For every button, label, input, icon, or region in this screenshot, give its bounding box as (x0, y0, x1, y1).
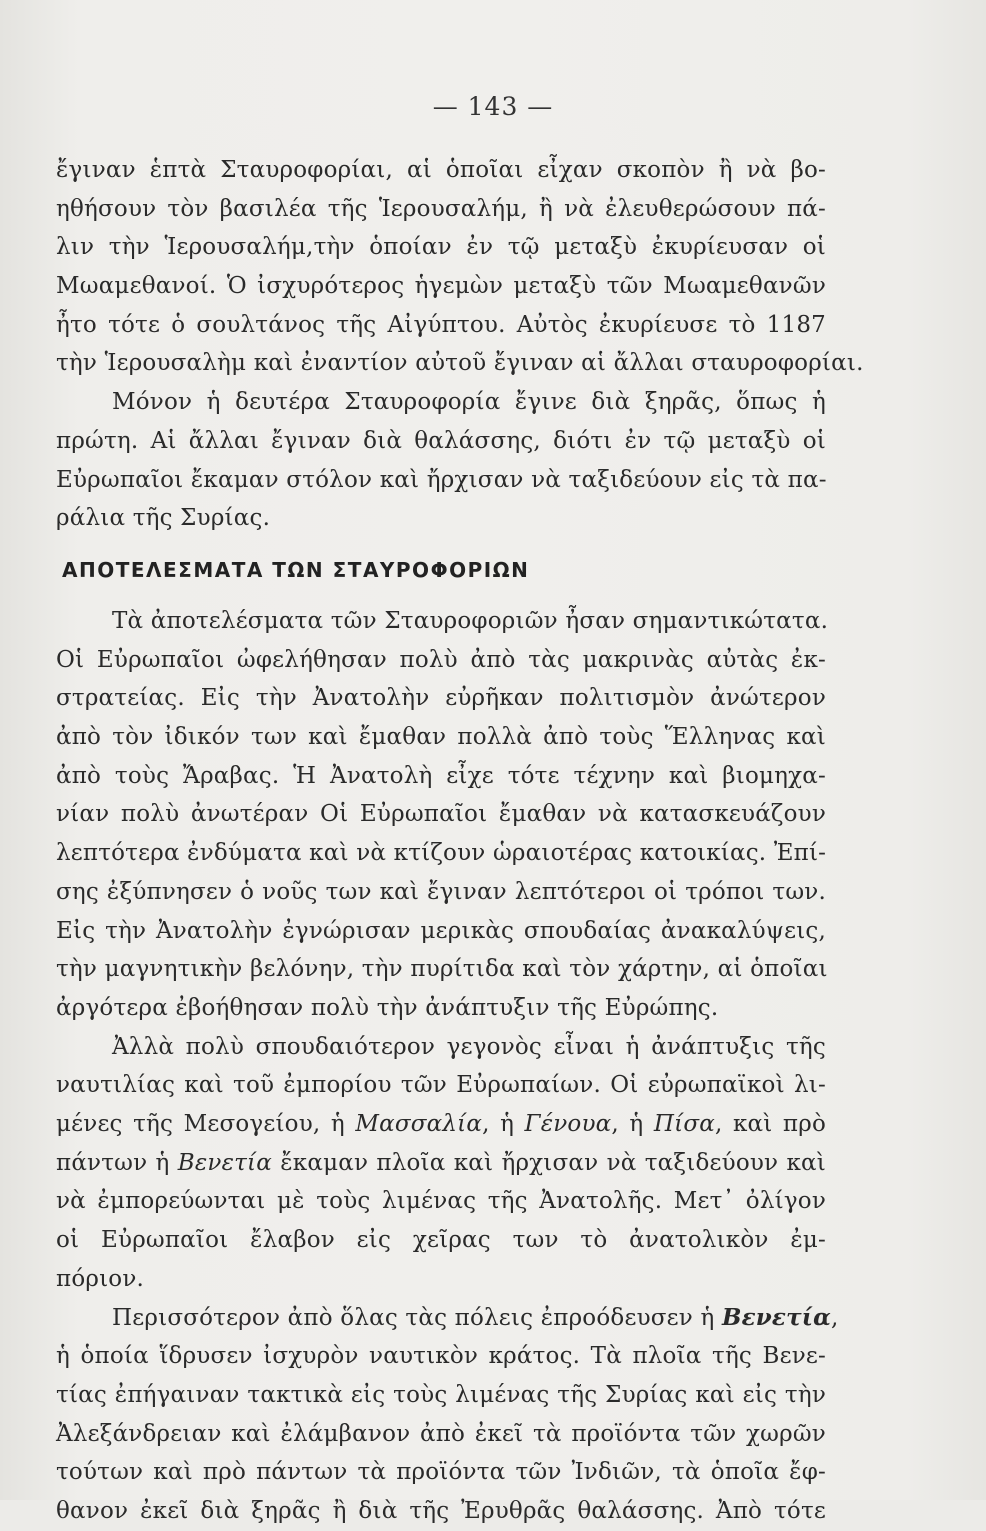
text-line: Εὐρωπαῖοι ἔκαμαν στόλον καὶ ἤρχισαν νὰ ταξιδεύουν εἰς τὰ πα- (56, 466, 827, 493)
text-line: νίαν πολὺ ἀνωτέραν Οἱ Εὐρωπαῖοι ἔμαθαν νὰ κατασκευάζουν (56, 801, 826, 828)
city-name-genoa: Γένουα (524, 1111, 612, 1138)
text-fragment: μένες τῆς Μεσογείου, ἡ (56, 1111, 356, 1138)
paragraph-navigation-trade (56, 1028, 826, 1299)
city-name-venice-bold: Βενετία (721, 1303, 832, 1331)
text-line: τὴν Ἱερουσαλὴμ καὶ ἐναντίον αὐτοῦ ἔγιναν αἱ ἄλλαι σταυροφορίαι. (56, 350, 864, 377)
text-line: Τὰ ἀποτελέσματα τῶν Σταυροφοριῶν ἦσαν σημαντικώτατα. (112, 608, 829, 634)
text-line: νὰ ἐμπορεύωνται μὲ τοὺς λιμένας τῆς Ἀνατολῆς. Μετ᾽ ὀλίγον (56, 1188, 826, 1215)
page-number: — 143 — (432, 92, 554, 121)
text-line: ἡ ὁποία ἵδρυσεν ἰσχυρὸν ναυτικὸν κράτος. Τὰ πλοῖα τῆς Βενε- (56, 1343, 826, 1370)
text-line: Ἀλεξάνδρειαν καὶ ἐλάμβανον ἀπὸ ἐκεῖ τὰ προϊόντα τῶν χωρῶν (56, 1420, 826, 1447)
text-fragment: , ἡ (611, 1111, 654, 1138)
text-fragment: ἔκαμαν πλοῖα καὶ ἤρχισαν νὰ ταξιδεύουν καὶ (272, 1149, 826, 1176)
text-line: λεπτότερα ἐνδύματα καὶ νὰ κτίζουν ὡραιοτέρας κατοικίας. Ἐπί- (56, 840, 827, 867)
text-line: θανον ἐκεῖ διὰ ξηρᾶς ἢ διὰ τῆς Ἐρυθρᾶς θαλάσσης. Ἀπὸ τότε (56, 1498, 826, 1525)
text-line (56, 1299, 839, 1338)
city-name-venice: Βενετία (177, 1149, 272, 1176)
text-fragment: Περισσότερον ἀπὸ ὅλας τὰς πόλεις ἐπροόδευσεν ἡ (112, 1304, 722, 1331)
text-line: σης ἐξύπνησεν ὁ νοῦς των καὶ ἔγιναν λεπτότεροι οἱ τρόποι των. (56, 878, 826, 905)
text-line: πρώτη. Αἱ ἄλλαι ἔγιναν διὰ θαλάσσης, διότι ἐν τῷ μεταξὺ οἱ (56, 427, 826, 454)
city-name-marseille: Μασσαλία (355, 1111, 483, 1138)
city-name-pisa: Πίσα (653, 1111, 715, 1138)
section-heading: ΑΠΟΤΕΛΕΣΜΑΤΑ ΤΩΝ ΣΤΑΥΡΟΦΟΡΙΩΝ (62, 558, 530, 582)
text-line: τούτων καὶ πρὸ πάντων τὰ προϊόντα τῶν Ἰνδιῶν, τὰ ὁποῖα ἔφ- (56, 1459, 826, 1486)
text-line: Μόνον ἡ δευτέρα Σταυροφορία ἔγινε διὰ ξηρᾶς, ὅπως ἡ (112, 389, 826, 416)
text-line (56, 1144, 826, 1183)
text-fragment: , ἡ (482, 1111, 525, 1138)
text-line: Ἀλλὰ πολὺ σπουδαιότερον γεγονὸς εἶναι ἡ ἀνάπτυξις τῆς (112, 1033, 826, 1060)
text-line: ναυτιλίας καὶ τοῦ ἐμπορίου τῶν Εὐρωπαίων. Οἱ εὐρωπαϊκοὶ λι- (56, 1072, 826, 1099)
paragraph-venice (56, 1299, 839, 1531)
text-line: ἀπὸ τοὺς Ἄραβας. Ἡ Ἀνατολὴ εἶχε τότε τέχνην καὶ βιομηχα- (56, 762, 826, 789)
text-line: οἱ Εὐρωπαῖοι ἔλαβον εἰς χεῖρας των τὸ ἀνατολικὸν ἐμ- (56, 1227, 826, 1254)
text-line: ράλια τῆς Συρίας. (56, 505, 271, 532)
text-line: ηθήσουν τὸν βασιλέα τῆς Ἱερουσαλήμ, ἢ νὰ ἐλευθερώσουν πά- (56, 195, 826, 222)
text-fragment: , (831, 1304, 839, 1331)
text-line: Μωαμεθανοί. Ὁ ἰσχυρότερος ἡγεμὼν μεταξὺ τῶν Μωαμεθανῶν (56, 273, 826, 300)
text-fragment: , καὶ πρὸ (714, 1111, 827, 1138)
text-line: ἔγιναν ἑπτὰ Σταυροφορίαι, αἱ ὁποῖαι εἶχαν σκοπὸν ἢ νὰ βο- (56, 157, 826, 183)
text-line: στρατείας. Εἰς τὴν Ἀνατολὴν εὐρῆκαν πολιτισμὸν ἀνώτερον (56, 685, 826, 712)
text-line: πόριον. (56, 1265, 145, 1292)
text-line (56, 1105, 826, 1144)
paragraph-crusades-intro (56, 151, 864, 538)
text-line: τίας ἐπήγαιναν τακτικὰ εἰς τοὺς λιμένας τῆς Συρίας καὶ εἰς τὴν (56, 1381, 826, 1408)
paragraph-results (56, 602, 829, 1028)
text-line: ἀργότερα ἐβοήθησαν πολὺ τὴν ἀνάπτυξιν τῆς Εὐρώπης. (56, 994, 719, 1021)
text-line: ἦτο τότε ὁ σουλτάνος τῆς Αἰγύπτου. Αὐτὸς ἐκυρίευσε τὸ 1187 (56, 311, 826, 338)
text-line: Εἰς τὴν Ἀνατολὴν ἐγνώρισαν μερικὰς σπουδαίας ἀνακαλύψεις, (56, 917, 826, 944)
text-line: λιν τὴν Ἱερουσαλήμ,τὴν ὁποίαν ἐν τῷ μεταξὺ ἐκυρίευσαν οἱ (56, 234, 826, 261)
text-line: Οἱ Εὐρωπαῖοι ὠφελήθησαν πολὺ ἀπὸ τὰς μακρινὰς αὐτὰς ἐκ- (56, 646, 826, 673)
text-fragment: πάντων ἡ (56, 1149, 178, 1176)
text-line: ἀπὸ τὸν ἰδικόν των καὶ ἔμαθαν πολλὰ ἀπὸ τοὺς Ἕλληνας καὶ (56, 724, 826, 751)
text-line: τὴν μαγνητικὴν βελόνην, τὴν πυρίτιδα καὶ τὸν χάρτην, αἱ ὁποῖαι (56, 956, 828, 983)
